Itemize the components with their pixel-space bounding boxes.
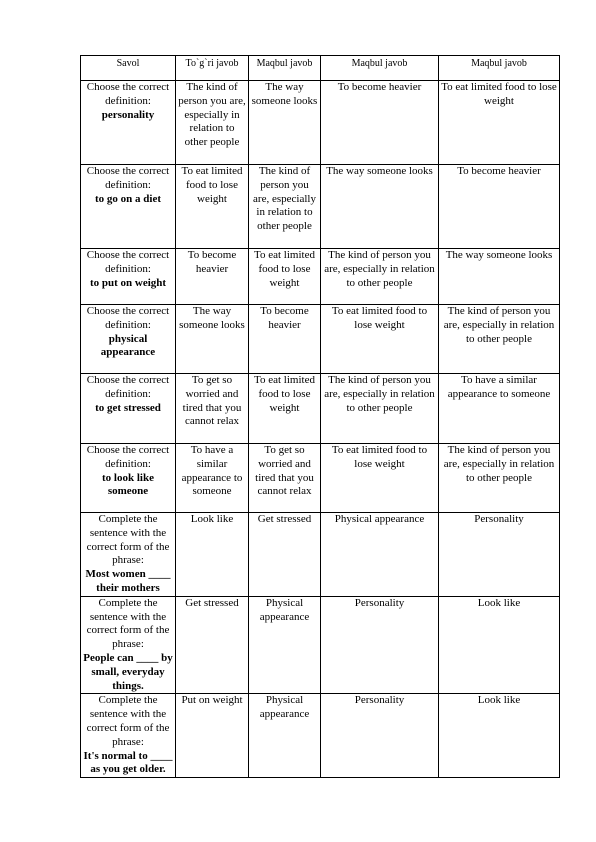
question-term: to go on a diet (95, 192, 161, 205)
question-prefix: Choose the correct definition: (86, 305, 170, 331)
answer-cell: The way someone looks (321, 165, 439, 249)
answer-cell: To get so worried and tired that you cannot relax (249, 444, 321, 513)
answer-cell: To eat limited food to lose weight (439, 81, 560, 165)
question-prefix: Complete the sentence with the correct form of the phrase: (86, 513, 170, 567)
question-term: to put on weight (89, 276, 167, 289)
answer-cell: To eat limited food to lose weight (321, 444, 439, 513)
question-term: physical appearance (100, 332, 156, 359)
answer-cell: To have a similar appearance to someone (439, 374, 560, 444)
answer-cell: To eat limited food to lose weight (249, 374, 321, 444)
correct-answer-cell: To eat limited food to lose weight (176, 165, 249, 249)
answer-cell: To become heavier (249, 305, 321, 374)
correct-answer-cell: To become heavier (176, 249, 249, 305)
table-row (81, 249, 560, 305)
question-prefix: Choose the correct definition: (86, 374, 170, 400)
question-term: to look like someone (102, 471, 154, 498)
table-row (81, 81, 560, 165)
question-cell (81, 165, 176, 249)
answer-cell: The way someone looks (249, 81, 321, 165)
question-cell (81, 513, 176, 597)
question-prefix: Choose the correct definition: (86, 249, 170, 275)
table-row (81, 305, 560, 374)
answer-cell: Look like (439, 596, 560, 694)
table-row (81, 444, 560, 513)
answer-cell: Get stressed (249, 513, 321, 597)
answer-cell: The kind of person you are, especially in relation to other people (321, 249, 439, 305)
answer-cell: The way someone looks (439, 249, 560, 305)
header-acceptable-answer: Maqbul javob (439, 56, 560, 81)
correct-answer-cell: Get stressed (176, 596, 249, 694)
correct-answer-cell: To have a similar appearance to someone (176, 444, 249, 513)
question-prefix: Choose the correct definition: (86, 444, 170, 470)
header-acceptable-answer: Maqbul javob (321, 56, 439, 81)
answer-cell: Physical appearance (249, 596, 321, 694)
answer-cell: Look like (439, 694, 560, 778)
correct-answer-cell: The way someone looks (176, 305, 249, 374)
answer-cell: Physical appearance (249, 694, 321, 778)
question-cell (81, 444, 176, 513)
answer-cell: To become heavier (321, 81, 439, 165)
header-correct-answer: To`g`ri javob (176, 56, 249, 81)
correct-answer-cell: Look like (176, 513, 249, 597)
question-term: to get stressed (95, 401, 161, 414)
header-acceptable-answer: Maqbul javob (249, 56, 321, 81)
question-prefix: Complete the sentence with the correct form of the phrase: (86, 694, 170, 748)
answer-cell: Personality (321, 694, 439, 778)
question-prefix: Complete the sentence with the correct form of the phrase: (86, 596, 170, 651)
correct-answer-cell: The kind of person you are, especially in relation to other people (176, 81, 249, 165)
answer-cell: Physical appearance (321, 513, 439, 597)
question-cell (81, 374, 176, 444)
answer-cell: To become heavier (439, 165, 560, 249)
answer-cell: Personality (321, 596, 439, 694)
question-cell (81, 249, 176, 305)
correct-answer-cell: To get so worried and tired that you cannot relax (176, 374, 249, 444)
table-row (81, 596, 560, 694)
question-term: personality (101, 108, 155, 121)
table-row (81, 513, 560, 597)
header-row (81, 56, 560, 81)
answer-cell: The kind of person you are, especially in relation to other people (439, 444, 560, 513)
question-cell (81, 596, 176, 694)
table-row (81, 694, 560, 778)
question-cell (81, 694, 176, 778)
quiz-table (80, 55, 560, 778)
answer-cell: To eat limited food to lose weight (249, 249, 321, 305)
question-prefix: Choose the correct definition: (86, 165, 170, 191)
answer-cell: The kind of person you are, especially in relation to other people (249, 165, 321, 249)
answer-cell: The kind of person you are, especially in relation to other people (321, 374, 439, 444)
table-row (81, 165, 560, 249)
correct-answer-cell: Put on weight (176, 694, 249, 778)
question-term: Most women ____ their mothers (85, 568, 171, 594)
answer-cell: The kind of person you are, especially in relation to other people (439, 305, 560, 374)
answer-cell: To eat limited food to lose weight (321, 305, 439, 374)
header-question: Savol (81, 56, 176, 81)
answer-cell: Personality (439, 513, 560, 597)
question-cell (81, 305, 176, 374)
question-cell (81, 81, 176, 165)
question-term: People can ____ by small, everyday things. (83, 651, 173, 692)
table-row (81, 374, 560, 444)
question-prefix: Choose the correct definition: (86, 81, 170, 107)
question-term: It's normal to ____ as you get older. (83, 749, 173, 776)
